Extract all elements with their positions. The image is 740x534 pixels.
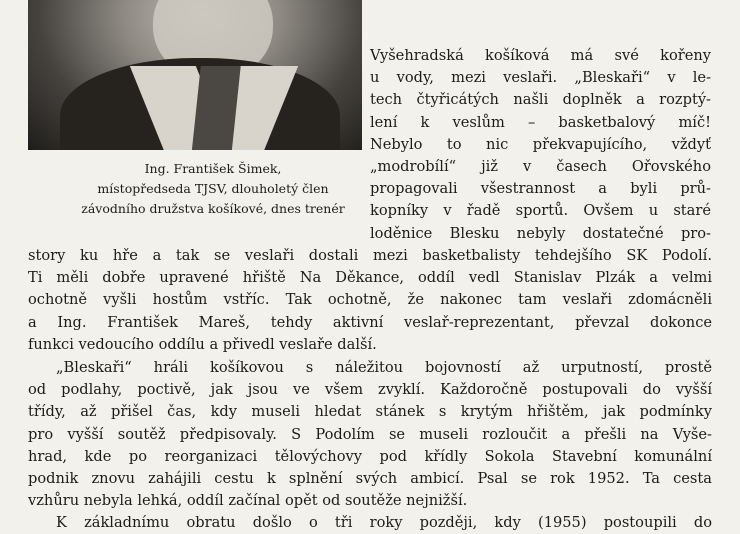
caption-line: Ing. František Šimek, <box>144 161 282 176</box>
body-paragraph-3 <box>28 512 712 534</box>
text-line: od podlahy, poctivě, jak jsou ve všem zvyklí. Každoročně postupovali do vyšší <box>28 381 712 399</box>
body-paragraph-1 <box>28 245 712 356</box>
text-line: kopníky v řadě sportů. Ovšem u staré <box>370 202 711 220</box>
text-line: vzhůru nebyla lehká, oddíl začínal opět od soutěže nejnižší. <box>28 492 468 510</box>
portrait-photo <box>28 0 362 150</box>
caption-line: závodního družstva košíkové, dnes trenér <box>81 201 345 216</box>
text-line: ochotně vyšli hostům vstříc. Tak ochotně, že nakonec tam veslaři zdomácněli <box>28 291 712 309</box>
text-line: loděnice Blesku nebyly dostatečné pro- <box>370 224 711 242</box>
text-line: a Ing. František Mareš, tehdy aktivní veslař-reprezentant, převzal dokonce <box>28 313 712 331</box>
text-line: hrad, kde po reorganizaci tělovýchovy pod křídly Sokola Stavební komunální <box>28 447 712 465</box>
text-line: funkci vedoucího oddílu a přivedl veslaře další. <box>28 335 377 353</box>
text-line: pro vyšší soutěž předpisovaly. S Podolím se museli rozloučit a přešli na Vyše- <box>28 425 712 443</box>
photo-caption <box>60 159 366 219</box>
text-line: „modrobílí“ již v časech Ořovského <box>370 158 711 176</box>
text-line: story ku hře a tak se veslaři dostali mezi basketbalisty tehdejšího SK Podolí. <box>28 247 712 264</box>
text-line: podnik znovu zahájili cestu k splnění svých ambicí. Psal se rok 1952. Ta cesta <box>28 470 712 488</box>
right-column-paragraph <box>370 45 711 245</box>
caption-line: místopředseda TJSV, dlouholetý člen <box>97 181 329 196</box>
text-line: lení k veslům – basketbalový míč! <box>370 113 711 131</box>
text-line: Ti měli dobře upravené hřiště Na Děkance, oddíl vedl Stanislav Plzák a velmi <box>28 269 712 287</box>
text-line: tech čtyřicátých našli doplněk a rozptý- <box>370 91 711 109</box>
text-line: Vyšehradská košíková má své kořeny <box>370 47 711 64</box>
body-paragraph-2 <box>28 357 712 512</box>
text-line: propagovali všestrannost a byli prů- <box>370 180 711 198</box>
text-line-cut: K základnímu obratu došlo o tři roky později, kdy (1955) postoupili do <box>56 514 712 531</box>
text-line: Nebylo to nic překvapujícího, vždyť <box>370 135 711 153</box>
text-line: „Bleskaři“ hráli košíkovou s náležitou bojovností až urputností, prostě <box>56 359 712 376</box>
text-line: u vody, mezi veslaři. „Bleskaři“ v le- <box>370 69 711 87</box>
text-line: třídy, až přišel čas, kdy museli hledat stánek s krytým hřištěm, jak podmínky <box>28 403 712 421</box>
